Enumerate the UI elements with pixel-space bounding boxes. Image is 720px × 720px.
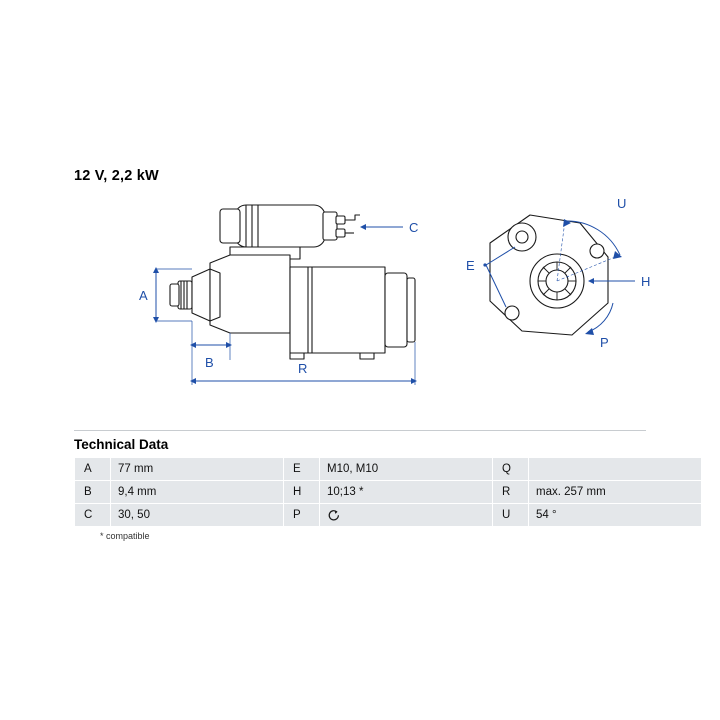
table-row bbox=[75, 504, 702, 527]
section-divider bbox=[74, 430, 646, 431]
dimension-label-A: A bbox=[139, 288, 148, 303]
cell-key-r: R bbox=[493, 481, 529, 504]
cell-key-e: E bbox=[284, 458, 320, 481]
starter-motor-technical-drawing bbox=[60, 185, 660, 425]
technical-data-section bbox=[74, 430, 646, 541]
dimension-label-P: P bbox=[600, 335, 609, 350]
cell-key-p: P bbox=[284, 504, 320, 527]
dimension-label-R: R bbox=[298, 361, 308, 376]
cell-key-c: C bbox=[75, 504, 111, 527]
rotation-arrow-icon bbox=[327, 508, 341, 522]
table-row bbox=[75, 481, 702, 504]
cell-value-q bbox=[529, 458, 702, 481]
dimension-label-E: E bbox=[466, 258, 475, 273]
cell-value-a: 77 mm bbox=[111, 458, 284, 481]
dimension-label-C: C bbox=[409, 220, 419, 235]
cell-key-b: B bbox=[75, 481, 111, 504]
cell-value-h: 10;13 * bbox=[320, 481, 493, 504]
cell-value-b: 9,4 mm bbox=[111, 481, 284, 504]
cell-key-q: Q bbox=[493, 458, 529, 481]
cell-value-u: 54 ° bbox=[529, 504, 702, 527]
dimension-label-H: H bbox=[641, 274, 651, 289]
technical-data-table bbox=[74, 457, 702, 527]
table-row bbox=[75, 458, 702, 481]
cell-value-r: max. 257 mm bbox=[529, 481, 702, 504]
cell-key-a: A bbox=[75, 458, 111, 481]
dimension-label-B: B bbox=[205, 355, 214, 370]
table-footnote: * compatible bbox=[100, 531, 150, 541]
page-title: 12 V, 2,2 kW bbox=[74, 168, 159, 184]
cell-key-u: U bbox=[493, 504, 529, 527]
technical-data-heading: Technical Data bbox=[74, 437, 169, 452]
cell-key-h: H bbox=[284, 481, 320, 504]
cell-value-e: M10, M10 bbox=[320, 458, 493, 481]
cell-value-p bbox=[320, 504, 493, 527]
dimension-label-U: U bbox=[617, 196, 627, 211]
cell-value-c: 30, 50 bbox=[111, 504, 284, 527]
